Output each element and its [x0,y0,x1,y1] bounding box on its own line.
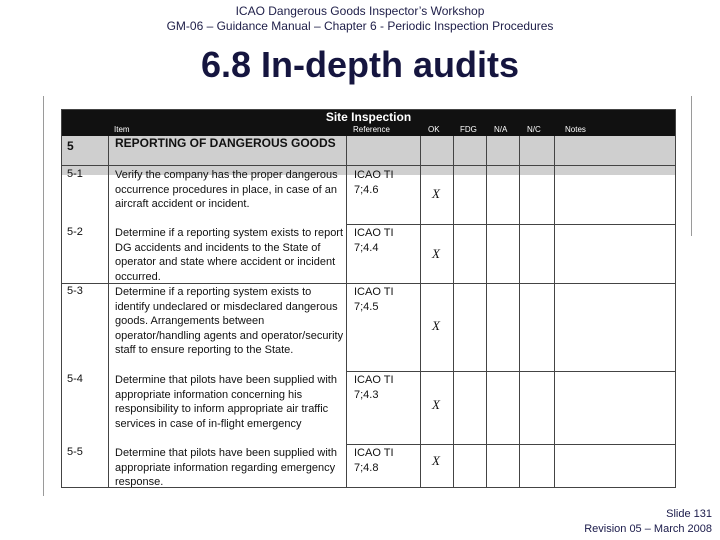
row-item-text: Verify the company has the proper dangerous occurrence procedures in place, in case of an aircraft accident or incident. [115,169,338,211]
slide-title: 6.8 In-depth audits [200,44,520,85]
column-header-item: Item [114,125,130,134]
ok-check-mark: X [432,186,440,201]
section-label: REPORTING OF DANGEROUS GOODS [115,136,336,150]
header-workshop-title: ICAO Dangerous Goods Inspector’s Workshop [235,4,485,18]
row-item-text: Determine if a reporting system exists to report DG accidents and incidents to the State of operator and state where accident or incident occurred. [115,227,344,283]
column-header-nc: N/C [527,125,541,134]
row-reference: ICAO TI 7;4.3 [354,374,394,401]
row-reference: ICAO TI 7;4.8 [354,447,394,474]
column-header-ok: OK [428,125,440,134]
slide-number: Slide 131 [666,508,712,520]
right-divider [691,96,692,236]
row-number: 5-3 [67,285,83,297]
ok-check-mark: X [432,318,440,333]
table-grid-lines [61,109,677,489]
row-reference: ICAO TI 7;4.5 [354,286,394,313]
ok-check-mark: X [432,246,440,261]
section-number: 5 [67,139,74,153]
site-inspection-sheet [61,109,677,489]
row-number: 5-1 [67,168,83,180]
row-number: 5-5 [67,446,83,458]
left-divider [43,96,44,496]
row-reference: ICAO TI 7;4.6 [354,169,394,196]
column-header-reference: Reference [353,125,390,134]
ok-check-mark: X [432,397,440,412]
column-header-na: N/A [494,125,508,134]
ok-check-mark: X [432,453,440,468]
row-number: 5-4 [67,373,83,385]
row-reference: ICAO TI 7;4.4 [354,227,394,254]
sheet-title: Site Inspection [325,110,412,124]
row-number: 5-2 [67,226,83,238]
header-manual-title: GM-06 – Guidance Manual – Chapter 6 - Periodic Inspection Procedures [166,19,554,33]
row-item-text: Determine that pilots have been supplied with appropriate information regarding emergency response. [115,447,337,489]
column-header-fdg: FDG [460,125,477,134]
revision-label: Revision 05 – March 2008 [584,523,712,535]
row-item-text: Determine that pilots have been supplied with appropriate information concerning his responsibility to inform appropriate air traffic services in case of in-flight emergency [115,374,337,430]
column-header-notes: Notes [565,125,586,134]
row-item-text: Determine if a reporting system exists to identify undeclared or misdeclared dangerous goods. Arrangements between operator/handling agents and operator/security staff to ensure reporting to the State. [115,286,344,357]
